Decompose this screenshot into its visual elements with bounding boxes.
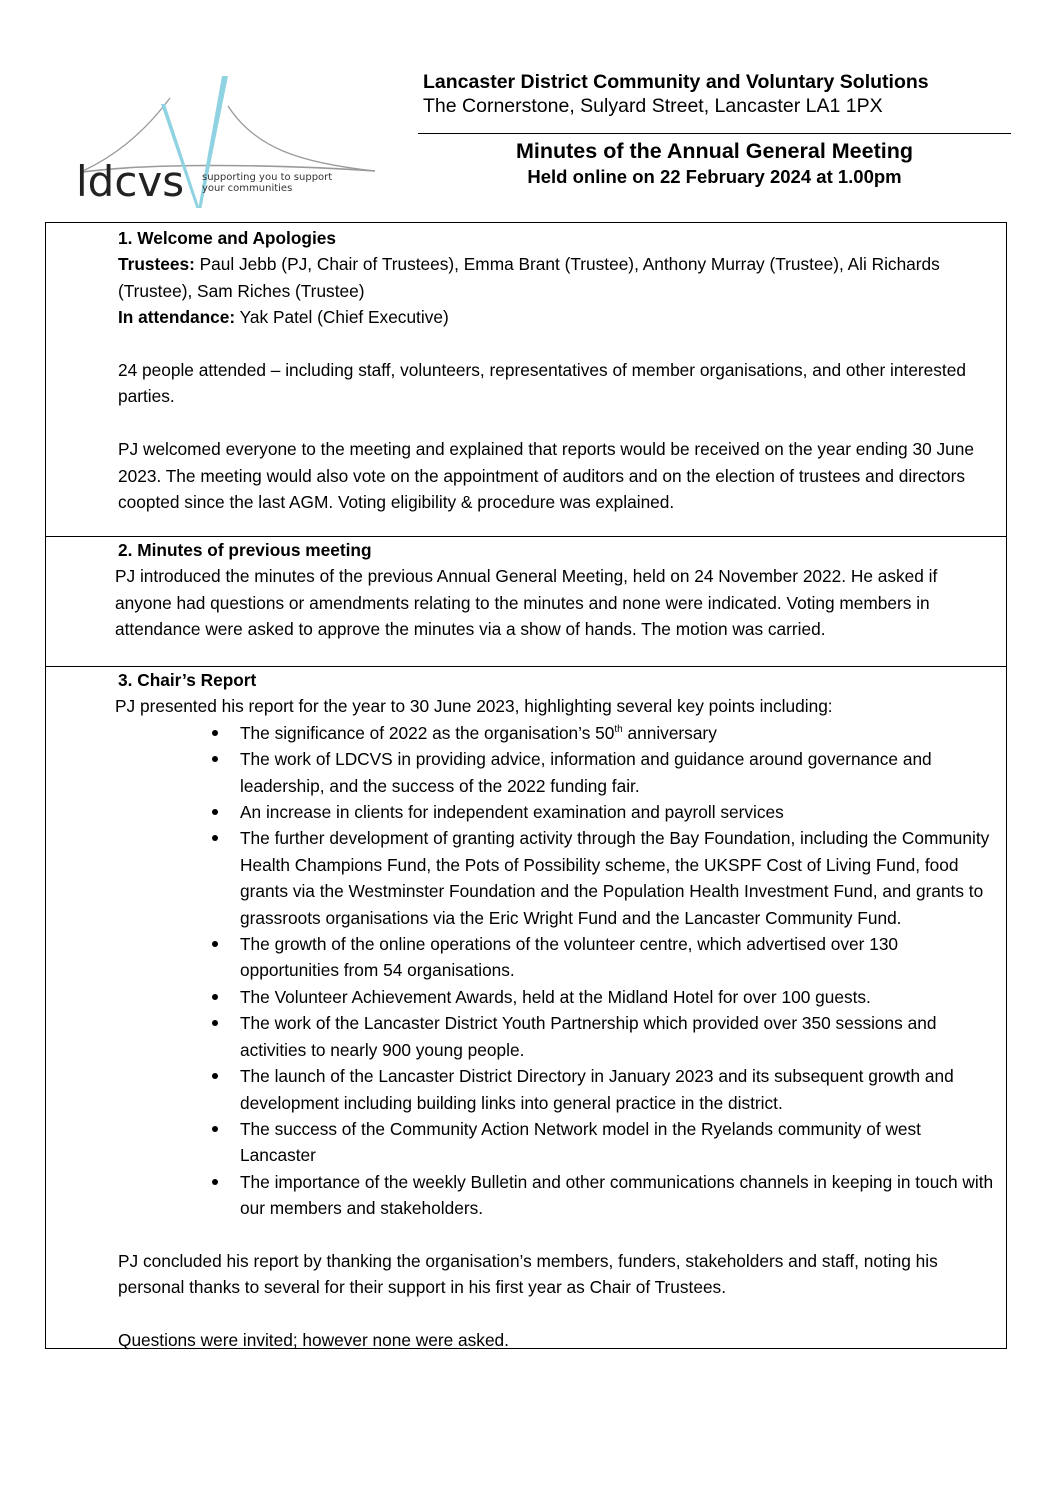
logo-tagline-line-2: your communities <box>202 183 293 194</box>
list-item: The growth of the online operations of the volunteer centre, which advertised over 130 opportunities from 54 organisations. <box>240 931 1006 984</box>
organisation-address: The Cornerstone, Sulyard Street, Lancaster LA1 1PX <box>423 95 883 117</box>
organisation-name: Lancaster District Community and Voluntary Solutions <box>423 71 929 93</box>
list-item: The launch of the Lancaster District Directory in January 2023 and its subsequent growth and development including building links into general practice in the district. <box>240 1063 1006 1116</box>
attendance-line <box>118 304 1006 330</box>
list-item: The work of the Lancaster District Youth Partnership which provided over 350 sessions and activities to nearly 900 young people. <box>240 1010 1006 1063</box>
bullet-icon <box>212 994 218 1000</box>
previous-minutes-paragraph: PJ introduced the minutes of the previous Annual General Meeting, held on 24 November 2022. He asked if anyone had questions or amendments relating to the minutes and none were indicated. Voting members in attendance were asked to approve the minutes via a show of hands. The motion was carried. <box>115 566 938 640</box>
minutes-table <box>45 222 1007 1349</box>
bullet-icon <box>212 1020 218 1026</box>
trustees-list: Paul Jebb (PJ, Chair of Trustees), Emma Brant (Trustee), Anthony Murray (Trustee), Ali Richards (Trustee), Sam Riches (Trustee) <box>118 254 940 301</box>
bullet-icon <box>212 756 218 762</box>
document-subtitle: Held online on 22 February 2024 at 1.00pm <box>527 166 902 187</box>
trustees-label: Trustees: <box>118 254 195 275</box>
list-item: The significance of 2022 as the organisation’s 50th anniversary <box>240 720 1006 746</box>
attendance-text: Yak Patel (Chief Executive) <box>235 307 449 328</box>
header-divider <box>418 133 1011 134</box>
bullet-icon <box>212 1179 218 1185</box>
list-item: The work of LDCVS in providing advice, information and guidance around governance and leadership, and the success of the 2022 funding fair. <box>240 746 1006 799</box>
list-item: An increase in clients for independent examination and payroll services <box>240 799 1006 825</box>
section-welcome-apologies <box>46 223 1006 537</box>
trustees-line <box>118 251 1006 304</box>
list-item: The further development of granting activity through the Bay Foundation, including the Community Health Champions Fund, the Pots of Possibility scheme, the UKSPF Cost of Living Fund, food grants via the Westminster Foundation and the Population Health Investment Fund, and grants to grassroots organisations via the Eric Wright Fund and the Lancaster Community Fund. <box>240 825 1006 931</box>
section-chairs-report <box>46 667 1006 1351</box>
document-title: Minutes of the Annual General Meeting <box>516 139 913 163</box>
bullet-icon <box>212 809 218 815</box>
list-item: The success of the Community Action Network model in the Ryelands community of west Lancaster <box>240 1116 1006 1169</box>
questions-paragraph: Questions were invited; however none were asked. <box>118 1330 509 1351</box>
welcome-paragraph: PJ welcomed everyone to the meeting and explained that reports would be received on the year ending 30 June 2023. The meeting would also vote on the appointment of auditors and on the election of trustees and directors coopted since the last AGM. Voting eligibility & procedure was explained. <box>118 439 974 513</box>
attendance-count-paragraph: 24 people attended – including staff, volunteers, representatives of member organisations, and other interested parties. <box>118 360 966 407</box>
bullet-icon <box>212 941 218 947</box>
section-heading: 2. Minutes of previous meeting <box>118 540 372 560</box>
attendance-label: In attendance: <box>118 307 236 328</box>
list-item: The importance of the weekly Bulletin and other communications channels in keeping in touch with our members and stakeholders. <box>240 1169 1006 1222</box>
bullet-icon <box>212 1073 218 1079</box>
bullet-icon <box>212 730 218 736</box>
logo-tagline-line-1: supporting you to support <box>202 172 333 183</box>
ldcvs-logo <box>70 68 380 208</box>
logo-wordmark: ldcvs <box>76 157 185 206</box>
report-key-points <box>118 720 1006 1222</box>
report-intro: PJ presented his report for the year to 30 June 2023, highlighting several key points including: <box>115 696 833 717</box>
bullet-icon <box>212 1126 218 1132</box>
logo-tagline <box>202 172 332 194</box>
report-closing-paragraph: PJ concluded his report by thanking the organisation’s members, funders, stakeholders and staff, noting his personal thanks to several for their support in his first year as Chair of Trustees. <box>118 1250 938 1298</box>
list-item: The Volunteer Achievement Awards, held at the Midland Hotel for over 100 guests. <box>240 984 1006 1010</box>
section-previous-minutes <box>46 537 1006 667</box>
section-heading: 3. Chair’s Report <box>118 670 257 690</box>
section-heading: 1. Welcome and Apologies <box>118 228 336 248</box>
bullet-icon <box>212 835 218 841</box>
